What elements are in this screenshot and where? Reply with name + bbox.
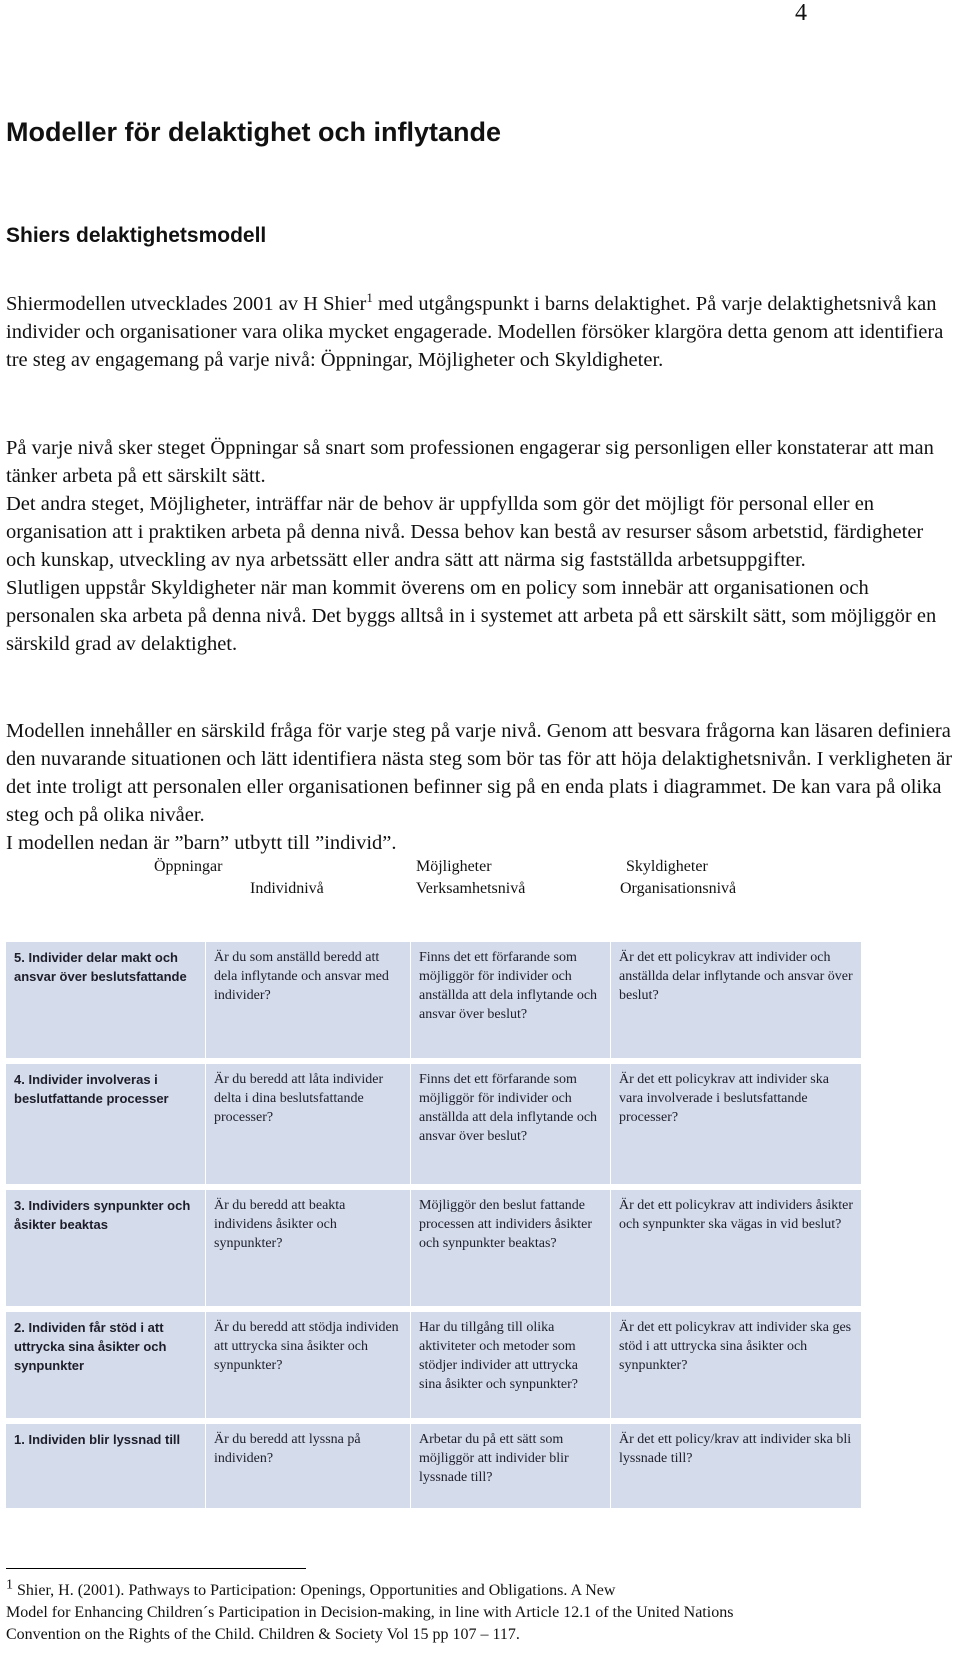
organisation-question: Är det ett policykrav att individer ska ges stöd i att uttrycka sina åsikter och synpunkter?	[611, 1312, 862, 1424]
table-row	[6, 942, 862, 1064]
table-row	[6, 1190, 862, 1312]
step-oppningar-text: På varje nivå sker steget Öppningar så snart som professionen engagerar sig personligen eller konstaterar att man tänker arbeta på ett särskilt sätt.	[6, 437, 934, 487]
verksamhet-question: Finns det ett förfarande som möjliggör för individer och anställda att dela inflytande och ansvar över beslut?	[411, 942, 611, 1064]
individ-question: Är du beredd att beakta individens åsikter och synpunkter?	[206, 1190, 411, 1312]
page-number: 4	[795, 0, 807, 26]
verksamhet-question: Arbetar du på ett sätt som möjliggör att individer blir lyssnade till?	[411, 1424, 611, 1514]
individ-question: Är du beredd att lyssna på individen?	[206, 1424, 411, 1514]
level-cell: 2. Individen får stöd i att uttrycka sina åsikter och synpunkter	[6, 1312, 206, 1424]
verksamhet-question: Har du tillgång till olika aktiviteter och metoder som stödjer individer att uttrycka sina åsikter och synpunkter?	[411, 1312, 611, 1424]
model-explanation	[6, 717, 954, 857]
organisation-question: Är det ett policykrav att individer ska vara involverade i beslutsfattande processer?	[611, 1064, 862, 1190]
section-heading: Shiers delaktighetsmodell	[6, 224, 267, 247]
step-mojligheter-text: Det andra steget, Möjligheter, inträffar när de behov är uppfyllda som gör det möjligt för personal eller en organisation att i praktiken arbeta på denna nivå. Dessa behov kan bestå av resurser såsom arbetstid, färdigheter och kunskap, utveckling av nya arbetssätt eller andra sätt att närma sig fastställda arbetsuppgifter.	[6, 493, 924, 571]
footnote-line-1: Shier, H. (2001). Pathways to Participation: Openings, Opportunities and Obligations. A New	[13, 1582, 616, 1599]
footnote-marker: 1	[6, 1577, 13, 1593]
intro-text-start: Shiermodellen utvecklades 2001 av H Shier	[6, 293, 367, 315]
footnote-ref[interactable]: 1	[366, 290, 373, 306]
intro-paragraph	[6, 290, 954, 374]
table-row	[6, 1064, 862, 1190]
header-verksamhetsniva: Verksamhetsnivå	[416, 880, 526, 897]
model-explanation-text: Modellen innehåller en särskild fråga för varje steg på varje nivå. Genom att besvara frågorna kan läsaren definiera den nuvarande situationen och lätt identifiera nästa steg som bör tas för att höja delaktighetsnivån. I verkligheten är det inte troligt att personalen eller organisationen befinner sig på en enda plats i diagrammet. De kan vara på olika steg och på olika nivåer.	[6, 720, 953, 826]
footnote-line-2: Model for Enhancing Children´s Participation in Decision-making, in line with Article 12.1 of the United Nations	[6, 1604, 734, 1621]
organisation-question: Är det ett policy/krav att individer ska bli lyssnade till?	[611, 1424, 862, 1514]
steps-paragraphs	[6, 434, 954, 658]
step-skyldigheter-text: Slutligen uppstår Skyldigheter när man kommit överens om en policy som innebär att organisationen och personalen ska arbeta på denna nivå. Det byggs alltså in i systemet att arbeta på ett särskilt sätt, som möjliggör en särskild grad av delaktighet.	[6, 577, 937, 655]
header-individniva: Individnivå	[250, 880, 324, 897]
footnote	[6, 1577, 954, 1646]
participation-model-table	[6, 942, 862, 1514]
individ-question: Är du beredd att stödja individen att uttrycka sina åsikter och synpunkter?	[206, 1312, 411, 1424]
level-cell: 1. Individen blir lyssnad till	[6, 1424, 206, 1514]
individ-question: Är du som anställd beredd att dela inflytande och ansvar med individer?	[206, 942, 411, 1064]
header-mojligheter: Möjligheter	[416, 858, 492, 875]
footnote-line-3: Convention on the Rights of the Child. Children & Society Vol 15 pp 107 – 117.	[6, 1626, 520, 1643]
footnote-divider	[6, 1568, 306, 1569]
verksamhet-question: Möjliggör den beslut fattande processen att individers åsikter och synpunkter beaktas?	[411, 1190, 611, 1312]
individ-question: Är du beredd att låta individer delta i dina beslutsfattande processer?	[206, 1064, 411, 1190]
header-skyldigheter: Skyldigheter	[626, 858, 708, 875]
level-cell: 3. Individers synpunkter och åsikter beaktas	[6, 1190, 206, 1312]
model-note-text: I modellen nedan är ”barn” utbytt till ”individ”.	[6, 832, 397, 854]
level-cell: 5. Individer delar makt och ansvar över beslutsfattande	[6, 942, 206, 1064]
header-organisationsniva: Organisationsnivå	[620, 880, 737, 897]
header-oppningar: Öppningar	[154, 858, 223, 875]
table-row	[6, 1424, 862, 1514]
level-cell: 4. Individer involveras i beslutfattande processer	[6, 1064, 206, 1190]
page-heading: Modeller för delaktighet och inflytande	[6, 117, 502, 147]
organisation-question: Är det ett policykrav att individer och anställda delar inflytande och ansvar över beslut?	[611, 942, 862, 1064]
table-row	[6, 1312, 862, 1424]
intro-text-end: med utgångspunkt i barns delaktighet. På varje delaktighetsnivå kan individer och organisationer vara olika mycket engagerade. Modellen försöker klargöra detta genom att identifiera tre steg av engagemang på varje nivå: Öppningar, Möjligheter och Skyldigheter.	[6, 293, 944, 371]
verksamhet-question: Finns det ett förfarande som möjliggör för individer och anställda att dela inflytande och ansvar över beslut?	[411, 1064, 611, 1190]
organisation-question: Är det ett policykrav att individers åsikter och synpunkter ska vägas in vid beslut?	[611, 1190, 862, 1312]
